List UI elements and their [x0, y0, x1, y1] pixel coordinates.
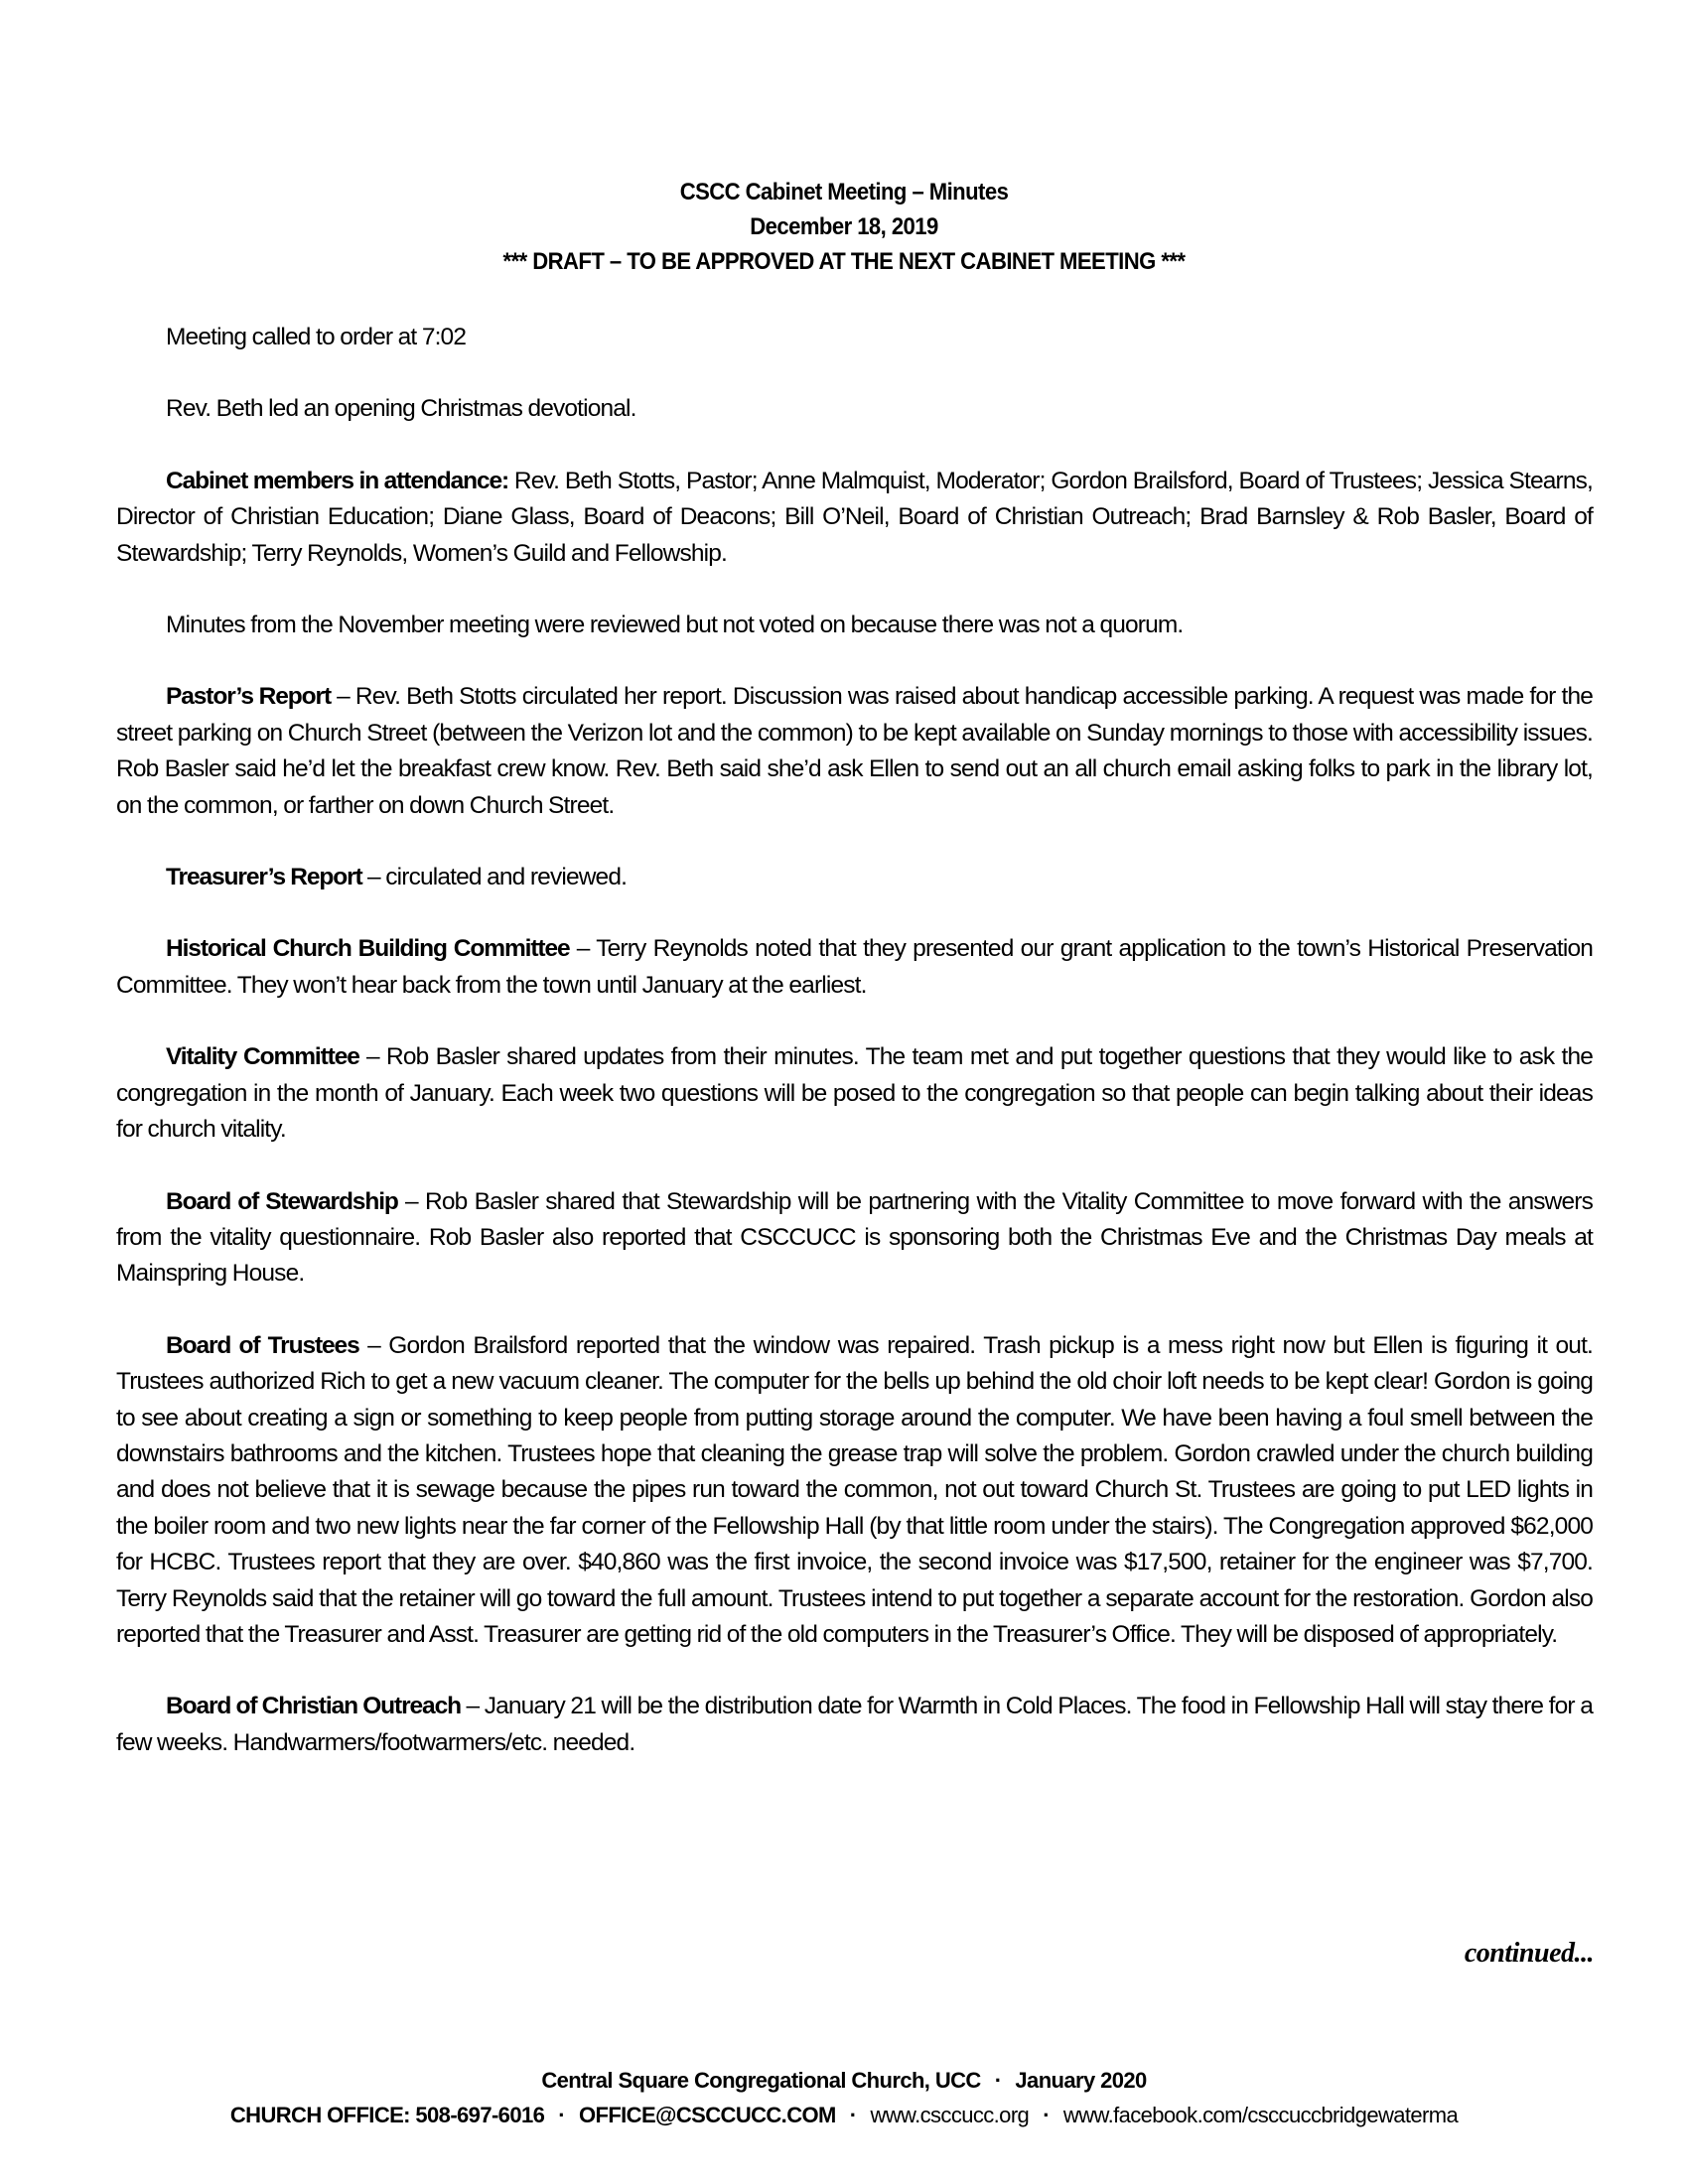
section-historical-church-building — [116, 931, 1593, 1004]
footer-separator: · — [558, 2103, 565, 2127]
attendance-label: Cabinet members in attendance: — [166, 467, 509, 494]
section-pastors-report — [116, 679, 1593, 824]
section-heading: Board of Christian Outreach — [166, 1693, 461, 1720]
section-text: – Rob Basler shared updates from their minutes. The team met and put together questions that they would like to ask the congregation in the month of January. Each week two questions will be posed to the congregation so that people can begin talking about their ideas for church vitality. — [116, 1043, 1594, 1144]
section-heading: Pastor’s Report — [166, 683, 332, 711]
footer-separator: · — [994, 2068, 1002, 2093]
meeting-date: December 18, 2019 — [750, 213, 938, 240]
section-text: – Rev. Beth Stotts circulated her report. Discussion was raised about handicap accessible parking. A request was made for the street parking on Church Street (between the Verizon lot and the common) to be kept available on Sunday mornings to those with accessibility issues. Rob Basler said he’d let the breakfast crew know. Rev. Beth said she’d ask Ellen to send out an all church email asking folks to park in the library lot, on the common, or farther on down Church Street. — [116, 683, 1593, 819]
section-text: – Gordon Brailsford reported that the window was repaired. Trash pickup is a mess right now but Ellen is figuring it out. Trustees authorized Rich to get a new vacuum cleaner. The computer for the bells up behind the old choir loft needs to be kept clear! Gordon is going to see about creating a sign or something to keep people from putting storage around the computer. We have been having a foul smell between the downstairs bathrooms and the kitchen. Trustees hope that cleaning the grease trap will solve the problem. Gordon crawled under the church building and does not believe that it is sewage because the pipes run toward the common, not out toward Church St. Trustees are going to put LED lights in the boiler room and two new lights near the far corner of the Fellowship Hall (by that little room under the stairs). The Congregation approved $62,000 for HCBC. Trustees report that they are over. $40,860 was the first invoice, the second invoice was $17,500, retainer for the engineer was $7,700. Terry Reynolds said that the retainer will go toward the full amount. Trustees intend to put together a separate account for the restoration. Gordon also reported that the Treasurer and Asst. Treasurer are getting rid of the old computers in the Treasurer’s Office. They will be disposed of appropriately. — [116, 1331, 1593, 1648]
draft-notice: *** DRAFT – TO BE APPROVED AT THE NEXT CABINET MEETING *** — [502, 248, 1186, 275]
section-heading: Board of Stewardship — [166, 1187, 398, 1215]
attendance-paragraph — [116, 464, 1593, 572]
page-footer — [0, 2063, 1688, 2132]
section-board-of-stewardship — [116, 1184, 1593, 1293]
newsletter-date: January 2020 — [1015, 2068, 1147, 2093]
section-heading: Vitality Committee — [166, 1043, 359, 1071]
section-treasurers-report — [116, 860, 1593, 895]
call-to-order: Meeting called to order at 7:02 — [166, 324, 467, 350]
minutes-body — [116, 320, 1593, 1797]
footer-contact-line — [0, 2098, 1688, 2132]
document-title: CSCC Cabinet Meeting – Minutes — [679, 179, 1009, 205]
section-text: – circulated and reviewed. — [361, 864, 628, 891]
footer-church-line — [0, 2063, 1688, 2098]
church-name: Central Square Congregational Church, UCC — [541, 2068, 981, 2093]
church-website-link[interactable]: www.csccucc.org — [870, 2103, 1030, 2127]
section-vitality-committee — [116, 1039, 1593, 1148]
section-text: – Rob Basler shared that Stewardship will be partnering with the Vitality Committee to move forward with the answers from the vitality questionnaire. Rob Basler also reported that CSCCUCC is sponsoring both the Christmas Eve and the Christmas Day meals at Mainspring House. — [116, 1187, 1593, 1288]
footer-separator: · — [849, 2103, 857, 2127]
section-heading: Historical Church Building Committee — [166, 935, 570, 963]
devotional-note: Rev. Beth led an opening Christmas devotional. — [166, 395, 636, 423]
section-board-of-christian-outreach — [116, 1689, 1593, 1761]
minutes-review-note: Minutes from the November meeting were reviewed but not voted on because there was not a quorum. — [166, 612, 1184, 639]
footer-separator: · — [1043, 2103, 1050, 2127]
section-text: – Terry Reynolds noted that they presented our grant application to the town’s Historical Preservation Committee. They won’t hear back from the town until January at the earliest. — [116, 935, 1593, 999]
attendance-list: Rev. Beth Stotts, Pastor; Anne Malmquist, Moderator; Gordon Brailsford, Board of Trustees; Jessica Stearns, Director of Christian Education; Diane Glass, Board of Deacons; Bill O’Neil, Board of Christian Outreach; Brad Barnsley & Rob Basler, Board of Stewardship; Terry Reynolds, Women’s Guild and Fellowship. — [116, 467, 1593, 567]
continued-note: continued... — [1464, 1938, 1594, 1969]
section-text: – January 21 will be the distribution date for Warmth in Cold Places. The food in Fellowship Hall will stay there for a few weeks. Handwarmers/footwarmers/etc. needed. — [116, 1693, 1593, 1756]
section-board-of-trustees — [116, 1328, 1593, 1654]
church-office-phone: CHURCH OFFICE: 508-697-6016 — [229, 2103, 545, 2127]
section-heading: Treasurer’s Report — [166, 864, 362, 891]
facebook-link[interactable]: www.facebook.com/csccuccbridgewaterma — [1062, 2103, 1459, 2127]
document-header — [0, 175, 1688, 279]
church-office-email[interactable]: OFFICE@CSCCUCC.COM — [578, 2103, 836, 2127]
section-heading: Board of Trustees — [166, 1331, 359, 1359]
